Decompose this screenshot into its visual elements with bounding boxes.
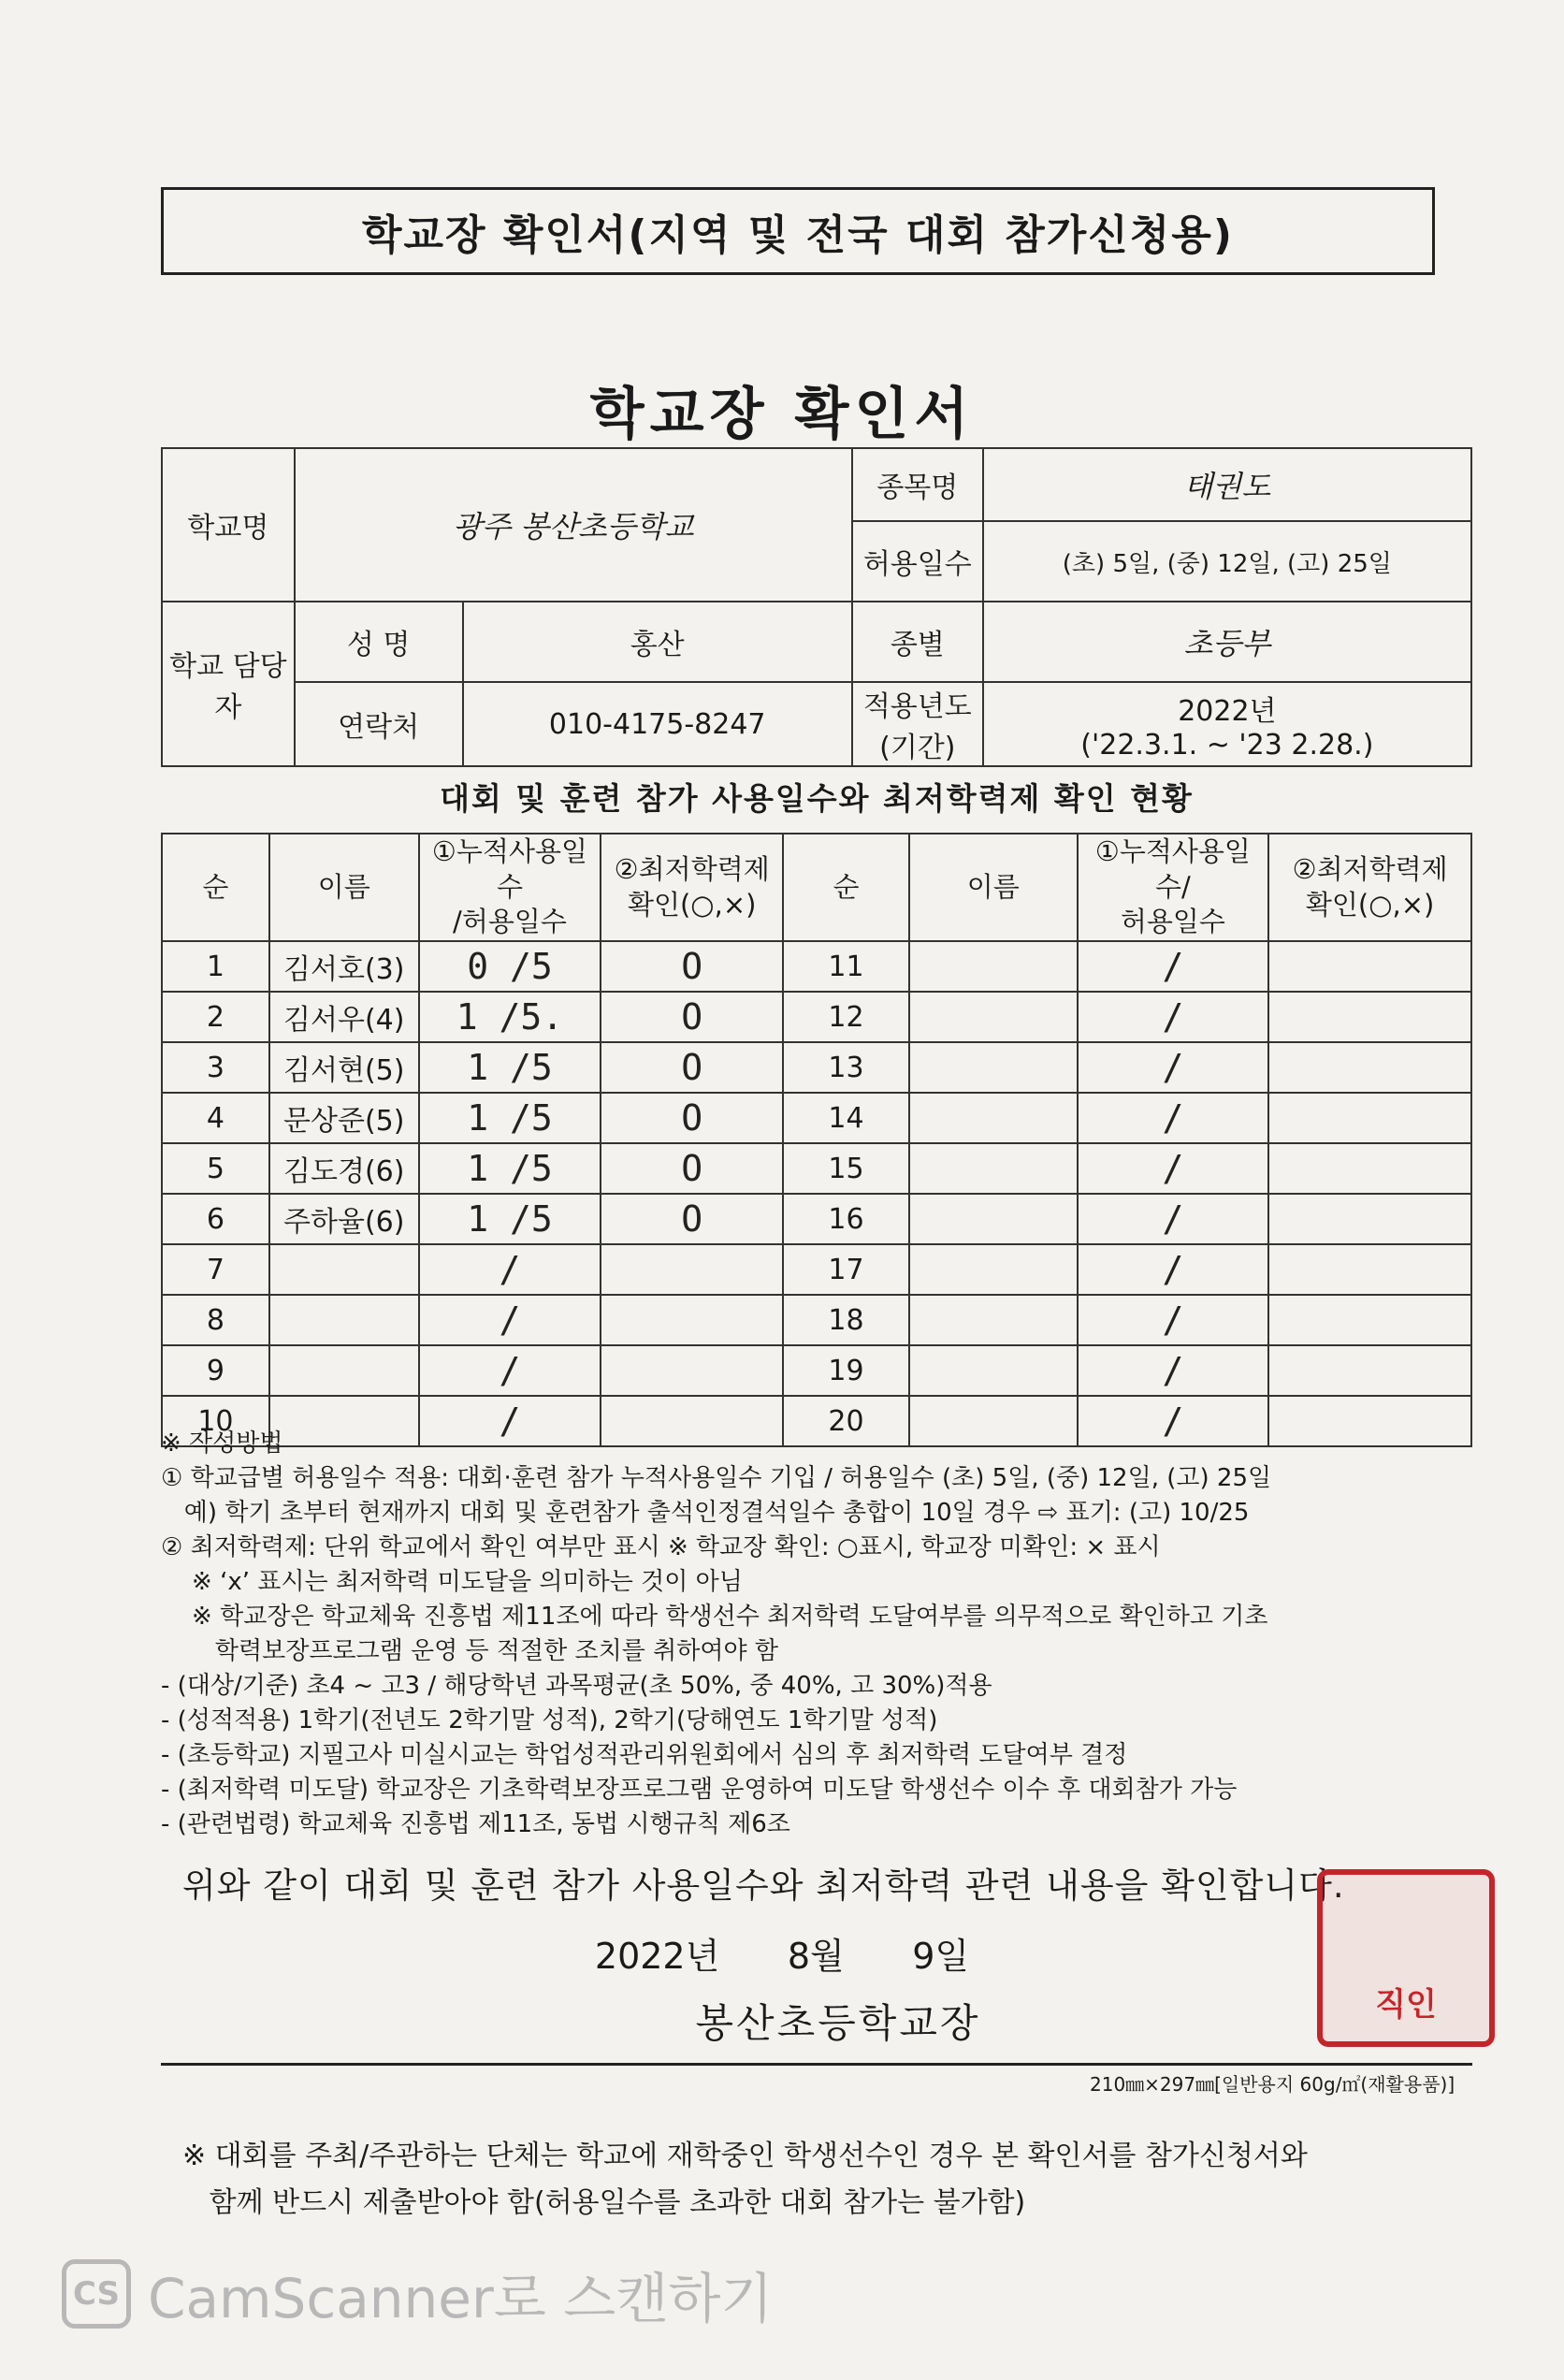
row-check: O xyxy=(601,1093,783,1143)
row-check-right xyxy=(1268,992,1471,1042)
school-principal: 봉산초등학교장 xyxy=(695,2000,981,2046)
row-no: 8 xyxy=(162,1295,269,1345)
row-name: 주하율(6) xyxy=(269,1194,419,1244)
row-days: / xyxy=(419,1295,601,1345)
row-check-right xyxy=(1268,1244,1471,1295)
contact-value: 010-4175-8247 xyxy=(463,682,852,766)
info-table xyxy=(161,447,1472,767)
header-check-line1: ②최저학력제 xyxy=(614,852,770,885)
row-no-right: 13 xyxy=(783,1042,909,1093)
header-check-right xyxy=(1268,834,1471,941)
paper-spec: 210㎜×297㎜[일반용지 60g/㎡(재활용품)] xyxy=(1090,2073,1455,2096)
table-row xyxy=(162,1093,1471,1143)
row-no-right: 16 xyxy=(783,1194,909,1244)
row-days: / xyxy=(419,1345,601,1396)
school-value: 광주 봉산초등학교 xyxy=(295,448,852,602)
note-line: ② 최저학력제: 단위 학교에서 확인 여부만 표시 ※ 학교장 확인: ○표시, 학교장 미확인: × 표시 xyxy=(161,1533,1161,1561)
row-no-right: 11 xyxy=(783,941,909,992)
note-line: - (최저학력 미도달) 학교장은 기초학력보장프로그램 운영하여 미도달 학생선수 이수 후 대회참가 가능 xyxy=(161,1776,1238,1804)
camscanner-watermark xyxy=(62,2255,773,2333)
header-check xyxy=(601,834,783,941)
row-days-right: / xyxy=(1078,1345,1269,1396)
note-line: ※ 학교장은 학교체육 진흥법 제11조에 따라 학생선수 최저학력 도달여부를 의무적으로 확인하고 기초 xyxy=(161,1603,1268,1631)
row-check-right xyxy=(1268,1295,1471,1345)
header-check-right-line1: ②최저학력제 xyxy=(1292,852,1448,885)
row-check: O xyxy=(601,992,783,1042)
row-no: 9 xyxy=(162,1345,269,1396)
name-label: 성 명 xyxy=(295,602,463,682)
date-day: 9일 xyxy=(912,1936,970,1977)
table-row xyxy=(162,1042,1471,1093)
row-days: 1 /5. xyxy=(419,992,601,1042)
period-value: ('22.3.1. ~ '23 2.28.) xyxy=(1080,728,1374,762)
header-name: 이름 xyxy=(269,834,419,941)
row-check: O xyxy=(601,941,783,992)
row-no-right: 20 xyxy=(783,1396,909,1446)
row-check-right xyxy=(1268,1042,1471,1093)
header-days-line1: ①누적사용일수 xyxy=(431,835,587,903)
roster-table xyxy=(161,833,1472,1447)
divider xyxy=(161,2063,1472,2066)
row-name: 김서호(3) xyxy=(269,941,419,992)
row-days-right: / xyxy=(1078,1093,1269,1143)
row-days-right: / xyxy=(1078,1042,1269,1093)
contact-label: 연락처 xyxy=(295,682,463,766)
row-name-right xyxy=(909,1143,1078,1194)
table-row xyxy=(162,1244,1471,1295)
note-line: - (관련법령) 학교체육 진흥법 제11조, 동법 시행규칙 제6조 xyxy=(161,1810,790,1838)
row-name: 김도경(6) xyxy=(269,1143,419,1194)
table-row xyxy=(162,941,1471,992)
note-line: 예) 학기 초부터 현재까지 대회 및 훈련참가 출석인정결석일수 총합이 10일 경우 ⇨ 표기: (고) 10/25 xyxy=(161,1499,1250,1527)
row-name-right xyxy=(909,941,1078,992)
year-label: 적용년도 (기간) xyxy=(852,682,983,766)
row-days-right: / xyxy=(1078,1194,1269,1244)
note-line: - (대상/기준) 초4 ~ 고3 / 해당학년 과목평균(초 50%, 중 40%, 고 30%)적용 xyxy=(161,1672,992,1700)
manager-label: 학교 담당자 xyxy=(162,602,295,766)
row-name-right xyxy=(909,992,1078,1042)
row-days: 1 /5 xyxy=(419,1093,601,1143)
row-check-right xyxy=(1268,1143,1471,1194)
row-days: 1 /5 xyxy=(419,1143,601,1194)
row-name: 문상준(5) xyxy=(269,1093,419,1143)
date-month: 8월 xyxy=(787,1936,845,1977)
row-no: 7 xyxy=(162,1244,269,1295)
watermark-text: CamScanner로 스캔하기 xyxy=(148,2267,774,2330)
official-seal-icon xyxy=(1317,1869,1495,2047)
row-name xyxy=(269,1295,419,1345)
row-no-right: 19 xyxy=(783,1345,909,1396)
row-name: 김서현(5) xyxy=(269,1042,419,1093)
table-row xyxy=(162,1194,1471,1244)
note-line: 학력보장프로그램 운영 등 적절한 조치를 취하여야 함 xyxy=(161,1637,778,1665)
row-no: 6 xyxy=(162,1194,269,1244)
row-name-right xyxy=(909,1194,1078,1244)
header-days-line2: /허용일수 xyxy=(453,906,567,938)
main-title: 학교장 확인서 xyxy=(589,382,975,447)
row-name-right xyxy=(909,1345,1078,1396)
row-check xyxy=(601,1295,783,1345)
division-value: 초등부 xyxy=(983,602,1471,682)
row-name-right xyxy=(909,1244,1078,1295)
row-days-right: / xyxy=(1078,941,1269,992)
row-check: O xyxy=(601,1042,783,1093)
header-days-right-line2: 허용일수 xyxy=(1120,906,1225,938)
table-row xyxy=(162,1295,1471,1345)
row-check xyxy=(601,1345,783,1396)
row-check-right xyxy=(1268,1194,1471,1244)
row-no-right: 17 xyxy=(783,1244,909,1295)
allowed-label: 허용일수 xyxy=(852,521,983,602)
row-no-right: 18 xyxy=(783,1295,909,1345)
row-days-right: / xyxy=(1078,1244,1269,1295)
header-days-right-line1: ①누적사용일수/ xyxy=(1094,835,1251,903)
row-no: 1 xyxy=(162,941,269,992)
row-days-right: / xyxy=(1078,1143,1269,1194)
table-row xyxy=(162,1345,1471,1396)
date-year: 2022년 xyxy=(594,1936,720,1977)
footnote xyxy=(182,2133,1308,2227)
division-label: 종별 xyxy=(852,602,983,682)
name-value: 홍산 xyxy=(463,602,852,682)
header-box: 학교장 확인서(지역 및 전국 대회 참가신청용) xyxy=(161,187,1435,275)
note-line: - (초등학교) 지필고사 미실시교는 학업성적관리위원회에서 심의 후 최저학력 도달여부 결정 xyxy=(161,1741,1128,1769)
row-check: O xyxy=(601,1143,783,1194)
row-days-right: / xyxy=(1078,1396,1269,1446)
confirmation-statement: 위와 같이 대회 및 훈련 참가 사용일수와 최저학력 관련 내용을 확인합니다. xyxy=(182,1865,1345,1906)
header-days xyxy=(419,834,601,941)
row-check-right xyxy=(1268,941,1471,992)
note-line: - (성적적용) 1학기(전년도 2학기말 성적), 2학기(당해연도 1학기말 성적) xyxy=(161,1706,938,1734)
row-name-right xyxy=(909,1295,1078,1345)
row-no: 3 xyxy=(162,1042,269,1093)
row-days-right: / xyxy=(1078,1295,1269,1345)
row-no-right: 12 xyxy=(783,992,909,1042)
note-line: ※ 작성방법 xyxy=(161,1429,283,1458)
school-label: 학교명 xyxy=(162,448,295,602)
header-check-right-line2: 확인(○,×) xyxy=(1305,888,1435,921)
row-no-right: 14 xyxy=(783,1093,909,1143)
row-check xyxy=(601,1244,783,1295)
writing-instructions xyxy=(161,1427,1489,1842)
section-title: 대회 및 훈련 참가 사용일수와 최저학력제 확인 현황 xyxy=(440,780,1194,817)
allowed-value: (초) 5일, (중) 12일, (고) 25일 xyxy=(983,521,1471,602)
row-name-right xyxy=(909,1042,1078,1093)
header-name-right: 이름 xyxy=(909,834,1078,941)
row-days: 1 /5 xyxy=(419,1194,601,1244)
header-no-right: 순 xyxy=(783,834,909,941)
row-days-right: / xyxy=(1078,992,1269,1042)
row-no: 4 xyxy=(162,1093,269,1143)
note-line: ① 학교급별 허용일수 적용: 대회·훈련 참가 누적사용일수 기입 / 허용일수 (초) 5일, (중) 12일, (고) 25일 xyxy=(161,1464,1272,1492)
sport-label: 종목명 xyxy=(852,448,983,521)
row-no-right: 15 xyxy=(783,1143,909,1194)
row-days: / xyxy=(419,1244,601,1295)
row-name: 김서우(4) xyxy=(269,992,419,1042)
row-name xyxy=(269,1345,419,1396)
year-value-cell xyxy=(983,682,1471,766)
row-days: 0 /5 xyxy=(419,941,601,992)
row-check-right xyxy=(1268,1345,1471,1396)
footnote-line: 함께 반드시 제출받아야 함(허용일수를 초과한 대회 참가는 불가함) xyxy=(182,2186,1026,2219)
row-no: 10 xyxy=(162,1396,269,1446)
camscanner-logo-icon: CS xyxy=(62,2259,131,2329)
row-name xyxy=(269,1244,419,1295)
row-check-right xyxy=(1268,1093,1471,1143)
sport-value: 태권도 xyxy=(983,448,1471,521)
row-no: 2 xyxy=(162,992,269,1042)
table-row xyxy=(162,1143,1471,1194)
row-days: 1 /5 xyxy=(419,1042,601,1093)
header-check-line2: 확인(○,×) xyxy=(627,888,757,921)
footnote-line: ※ 대회를 주최/주관하는 단체는 학교에 재학중인 학생선수인 경우 본 확인서를 참가신청서와 xyxy=(182,2140,1308,2172)
year-value: 2022년 xyxy=(1178,694,1277,728)
header-days-right xyxy=(1078,834,1269,941)
row-check: O xyxy=(601,1194,783,1244)
note-line: ※ ‘x’ 표시는 최저학력 미도달을 의미하는 것이 아님 xyxy=(161,1568,743,1596)
row-no: 5 xyxy=(162,1143,269,1194)
row-days: / xyxy=(419,1396,601,1446)
row-name-right xyxy=(909,1093,1078,1143)
table-row xyxy=(162,992,1471,1042)
header-no: 순 xyxy=(162,834,269,941)
seal-text: 직인 xyxy=(1375,1986,1437,2024)
